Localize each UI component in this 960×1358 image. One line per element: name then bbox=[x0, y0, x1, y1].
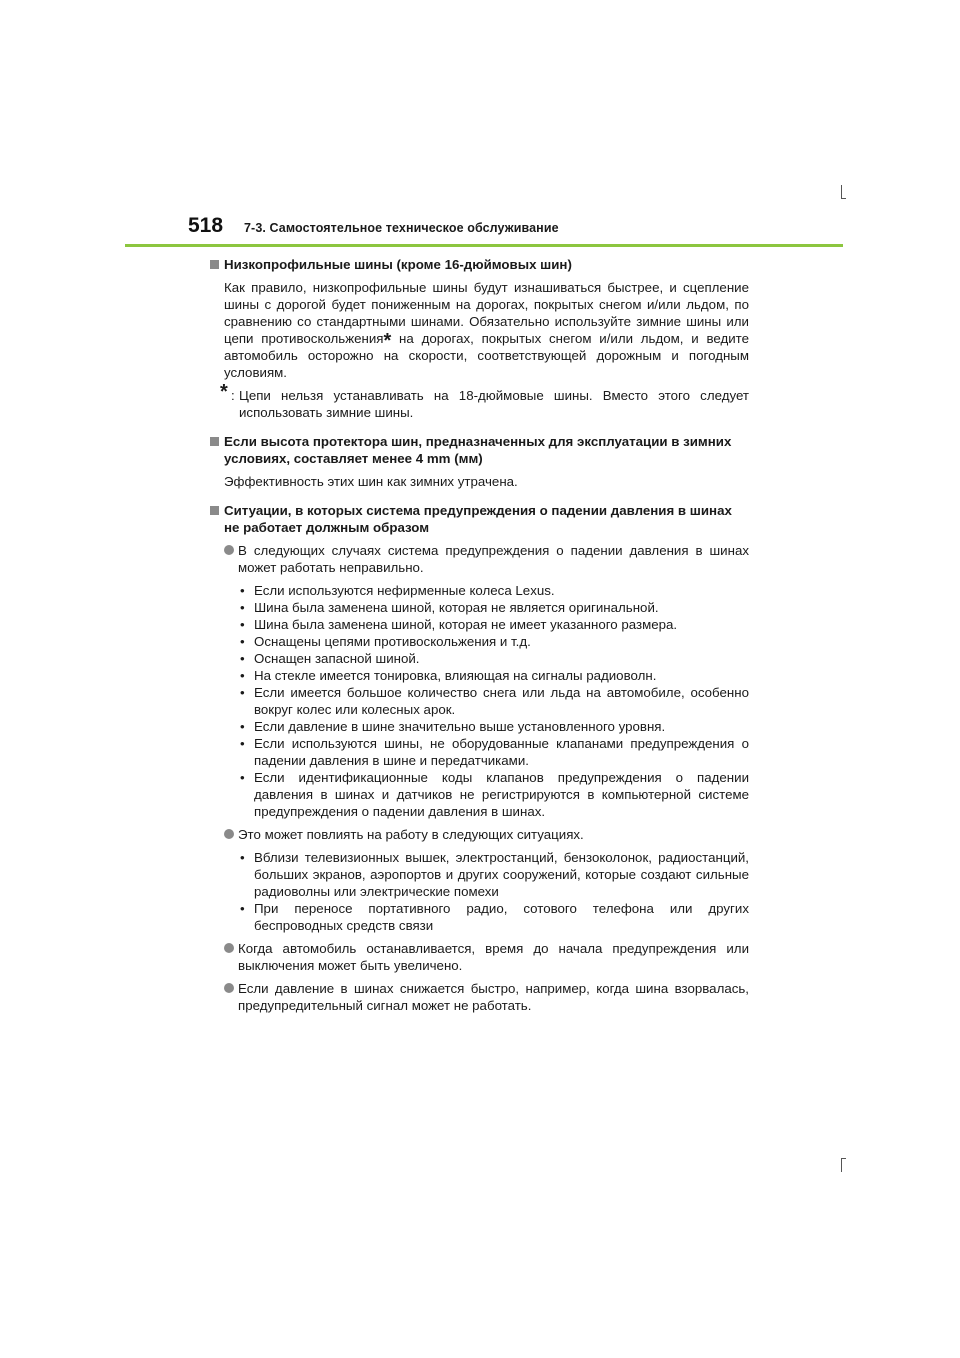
list-item: • Оснащен запасной шиной. bbox=[209, 650, 749, 667]
list-item: • Если используются нефирменные колеса Lexus. bbox=[209, 582, 749, 599]
footnote-asterisk: * bbox=[220, 381, 228, 403]
crop-mark-bottom-right bbox=[841, 1158, 842, 1172]
section-heading-low-profile: Низкопрофильные шины (кроме 16-дюймовых шин) bbox=[209, 256, 749, 273]
list-item: • Если давление в шине значительно выше установленного уровня. bbox=[209, 718, 749, 735]
list-item: • Если используются шины, не оборудованные клапанами предупреждения о падении давления в шине и передатчиками. bbox=[209, 735, 749, 769]
low-profile-text-1: Как правило, низкопрофильные шины будут изнашиваться быстрее, и сцепление шины с дорогой будет пониженным на дорогах, покрытых снегом и/или льдом, по сравнению со стандартными шинами. Обязательно используйте зимние шины или цепи противоскольжения bbox=[224, 280, 749, 346]
list-item: • Шина была заменена шиной, которая не является оригинальной. bbox=[209, 599, 749, 616]
low-profile-text-2: на дорогах, покрытых снегом и/или льдом, и ведите автомобиль осторожно на скорости, соответствующей дорожным и погодным условиям. bbox=[224, 331, 749, 380]
low-profile-paragraph bbox=[209, 279, 749, 381]
tpws-list-2 bbox=[209, 849, 749, 934]
tpws-bullet-4: Если давление в шинах снижается быстро, например, когда шина взорвалась, предупредительный сигнал может не работать. bbox=[209, 980, 749, 1014]
footnote-marker: * bbox=[383, 330, 392, 352]
tpws-bullet-2: Это может повлиять на работу в следующих ситуациях. bbox=[209, 826, 749, 843]
list-item: • Если идентификационные коды клапанов предупреждения о падении давления в шинах и датчиков не регистрируются в компьютерной системе предупреждения о падении давления в шинах. bbox=[209, 769, 749, 820]
list-item: • На стекле имеется тонировка, влияющая на сигналы радиоволн. bbox=[209, 667, 749, 684]
tpws-list-1 bbox=[209, 582, 749, 820]
tpws-bullet-3: Когда автомобиль останавливается, время до начала предупреждения или выключения может быть увеличено. bbox=[209, 940, 749, 974]
section-heading-tpws: Ситуации, в которых система предупреждения о падении давления в шинах не работает должным образом bbox=[209, 502, 749, 536]
footnote bbox=[209, 381, 749, 421]
footnote-colon: : bbox=[231, 388, 235, 403]
crop-mark-top-right bbox=[841, 185, 842, 199]
tread-depth-paragraph: Эффективность этих шин как зимних утрачена. bbox=[224, 474, 518, 489]
header-rule bbox=[125, 244, 843, 247]
list-item: • Оснащены цепями противоскольжения и т.д. bbox=[209, 633, 749, 650]
footnote-text: Цепи нельзя устанавливать на 18-дюймовые шины. Вместо этого следует использовать зимние шины. bbox=[239, 388, 749, 420]
crop-mark-top-right-foot bbox=[841, 198, 846, 199]
section-heading-tread-depth: Если высота протектора шин, предназначенных для эксплуатации в зимних условиях, составляет менее 4 mm (мм) bbox=[209, 433, 749, 467]
tpws-bullet-1: В следующих случаях система предупреждения о падении давления в шинах может работать неправильно. bbox=[209, 542, 749, 576]
page-header bbox=[188, 214, 843, 244]
list-item: • Если имеется большое количество снега или льда на автомобиле, особенно вокруг колес или колесных арок. bbox=[209, 684, 749, 718]
section-title: 7-3. Самостоятельное техническое обслуживание bbox=[244, 221, 559, 235]
list-item: • Вблизи телевизионных вышек, электростанций, бензоколонок, радиостанций, больших экранов, аэропортов и других сооружений, которые создают сильные радиоволны или электрические помехи bbox=[209, 849, 749, 900]
crop-mark-bottom-right-head bbox=[841, 1158, 846, 1159]
page-content bbox=[209, 256, 749, 1020]
page-number: 518 bbox=[188, 214, 224, 237]
list-item: • Шина была заменена шиной, которая не имеет указанного размера. bbox=[209, 616, 749, 633]
list-item: • При переносе портативного радио, сотового телефона или других беспроводных средств связи bbox=[209, 900, 749, 934]
